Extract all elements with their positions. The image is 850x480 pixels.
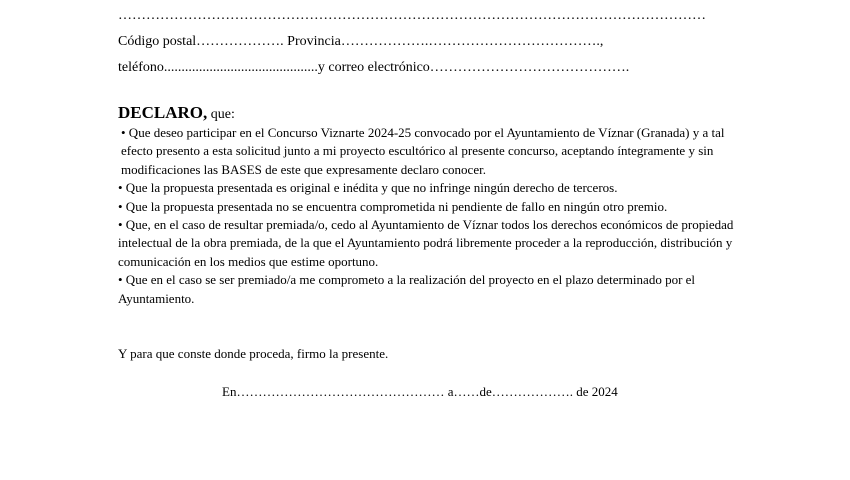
closing-statement: Y para que conste donde proceda, firmo la presente. bbox=[118, 346, 389, 361]
postal-province-line: Código postal………………. Provincia……………….………………………………., bbox=[118, 34, 604, 49]
declaration-list bbox=[118, 124, 758, 308]
place-date-line: En………………………………………… a……de………………. de 2024 bbox=[222, 384, 618, 399]
phone-email-line: teléfono............................................y correo electrónico……………………………………. bbox=[118, 60, 630, 75]
address-continuation-line: ……………………………………………………………………………………………………………… bbox=[118, 8, 706, 23]
declaration-heading bbox=[118, 103, 235, 123]
declaration-item-originality: • Que la propuesta presentada es original e inédita y que no infringe ningún derecho de terceros. bbox=[118, 180, 618, 196]
declaration-item-commitment: • Que en el caso se ser premiado/a me comprometo a la realización del proyecto en el plazo determinado por el Ayuntamiento. bbox=[118, 272, 696, 306]
declaration-item-rights-transfer: • Que, en el caso de resultar premiada/o, cedo al Ayuntamiento de Víznar todos los derechos económicos de propiedad intelectual de la obra premiada, de la que el Ayuntamiento podrá libremente proceder a la reproducción, distribución y comunicación en los medios que estime oportuno. bbox=[118, 217, 734, 269]
declaration-item-participation: • Que deseo participar en el Concurso Viznarte 2024-25 convocado por el Ayuntamiento de Víznar (Granada) y a tal efecto presento a esta solicitud junto a mi proyecto escultórico al presente concurso, aceptando íntegramente y sin modificaciones las BASES de este que expresamente declaro conocer. bbox=[121, 125, 725, 177]
declaration-item-not-pending: • Que la propuesta presentada no se encuentra comprometida ni pendiente de fallo en ningún otro premio. bbox=[118, 198, 668, 214]
declaration-heading-label: DECLARO, bbox=[118, 103, 208, 122]
declaration-heading-suffix: que: bbox=[207, 107, 235, 122]
